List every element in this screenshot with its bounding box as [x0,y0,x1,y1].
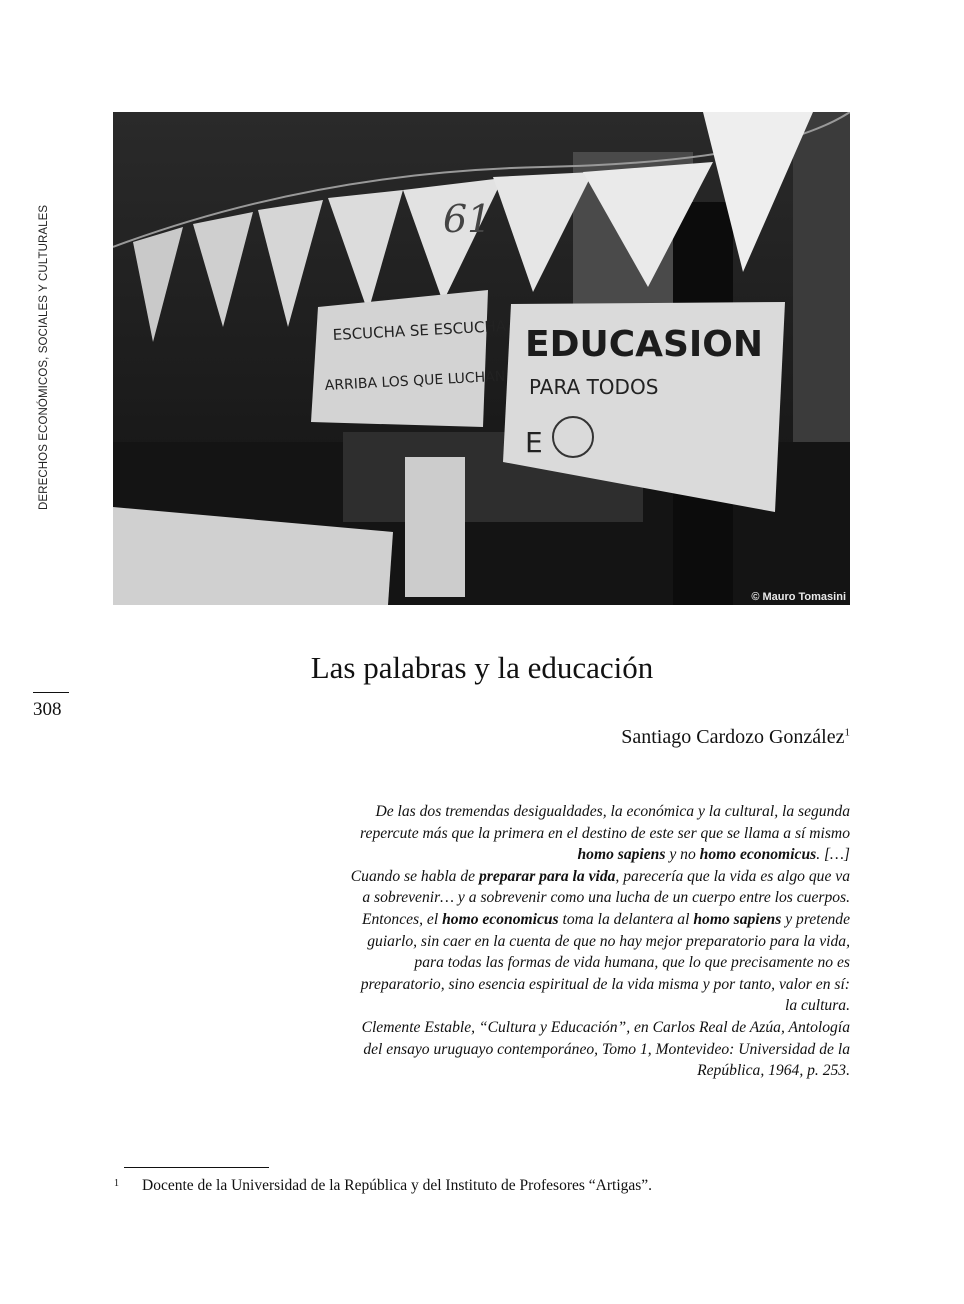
sign-left-line1: ESCUCHA SE ESCUCHA [332,316,507,344]
sign-right-line3: E [525,426,543,459]
photo-credit: © Mauro Tomasini [751,591,846,603]
protest-photo [113,112,850,605]
epigraph-emphasis: homo sapiens [577,846,666,864]
page-number: 308 [33,699,62,720]
epigraph-text: y no [669,846,696,864]
footnote-rule [124,1167,269,1168]
author-footnote-ref: 1 [844,726,850,739]
epigraph-text: toma la delantera al [562,910,690,928]
epigraph-text: , parecería que la vida es algo que va a sobrevenir… y a sobrevenir como una lucha de un cuerpo entre los cuerpos. Entonces, el [361,867,850,928]
footnote-mark: 1 [114,1178,119,1189]
epigraph-text: De las dos tremendas desigualdades, la económica y la cultural, la segunda repercute más que la primera en el destino de este ser que se llama a sí mismo [360,803,850,842]
epigraph-text: Cuando se habla de [350,867,476,885]
epigraph-paragraph-2 [345,866,850,1017]
protest-sign-left [311,290,488,427]
epigraph-emphasis: homo sapiens [693,910,782,928]
sign-right-line2: PARA TODOS [529,375,659,399]
author-name: Santiago Cardozo González [621,726,845,748]
epigraph [345,801,850,1082]
epigraph-emphasis: homo economicus [699,846,817,864]
running-header: DERECHOS ECONÓMICOS, SOCIALES Y CULTURALES [38,204,50,510]
epigraph-text: . […] [816,846,850,864]
page-number-rule [33,692,69,693]
author-line [621,726,850,749]
epigraph-text: y pretende guiarlo, sin caer en la cuenta de que no hay mejor preparatorio para la vida, para todas las formas de vida humana, que lo que precisamente no es preparatorio, sino esencia espiritual de la vida misma y por tanto, valor en sí: la cultura. [360,910,850,1015]
hanging-paper [405,457,465,597]
photo-illustration [113,112,850,605]
epigraph-paragraph-1 [345,801,850,866]
epigraph-citation: Clemente Estable, “Cultura y Educación”, en Carlos Real de Azúa, Antología del ensayo uruguayo contemporáneo, Tomo 1, Montevideo: Universidad de la República, 1964, p. 253. [361,1018,850,1080]
epigraph-emphasis: preparar para la vida [478,867,616,885]
pennant-number: 61 [443,197,492,241]
article-title: Las palabras y la educación [310,650,654,685]
sign-right-line1: EDUCASION [525,324,764,365]
epigraph-emphasis: homo economicus [442,910,559,928]
sign-left-line2: ARRIBA LOS QUE LUCHAN [324,368,506,394]
footnote-text: Docente de la Universidad de la República y del Instituto de Profesores “Artigas”. [142,1177,653,1194]
